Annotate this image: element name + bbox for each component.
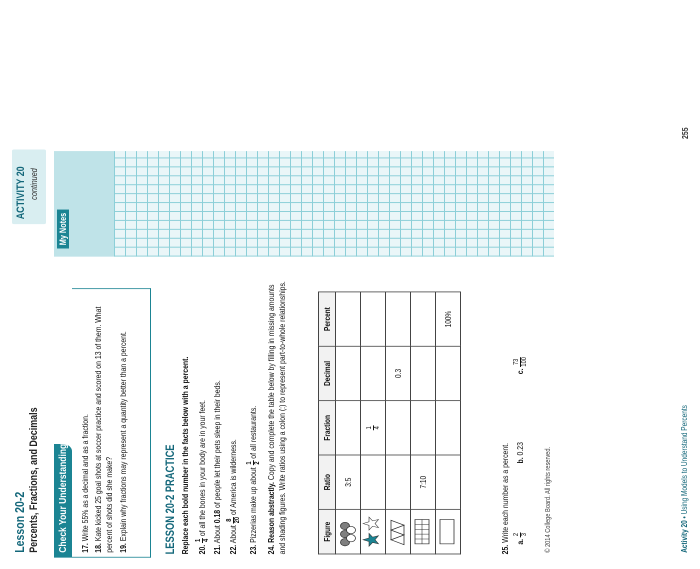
figure-cell	[361, 509, 386, 554]
table-row	[361, 292, 386, 554]
question-22: 22. About 8 20 of America is wilderness.	[226, 439, 241, 555]
percent-cell	[361, 292, 386, 346]
question-25: 25. Write each number as a percent.	[500, 442, 510, 555]
page-number: 255	[680, 127, 690, 139]
decimal-cell	[361, 346, 386, 400]
figure-cell	[436, 509, 461, 554]
copyright: © 2014 College Board. All rights reserved.	[545, 446, 552, 553]
decimal-cell	[411, 346, 436, 400]
notes-grid	[114, 151, 554, 256]
table-row	[336, 292, 361, 554]
q25-part-c: c. 73 100	[513, 357, 528, 375]
fraction-cell	[411, 401, 436, 455]
ratio-cell: 7:10	[411, 455, 436, 509]
header-ratio: Ratio	[319, 455, 336, 509]
decimal-cell	[436, 346, 461, 400]
q25-part-a: a. 2 3	[513, 532, 528, 545]
percent-cell: 100%	[436, 292, 461, 346]
figure-cell	[411, 509, 436, 554]
question-23: 23. Pizzerias make up about 1 2 of all restaurants.	[246, 405, 261, 555]
activity-continued: continued	[29, 168, 39, 200]
header-decimal: Decimal	[319, 346, 336, 400]
lesson-subtitle: Percents, Fractions, and Decimals	[28, 407, 40, 553]
header-fraction: Fraction	[319, 401, 336, 455]
fraction: 1 4	[195, 538, 210, 543]
question-19: 19. Explain why fractions may represent a quantity better than a percent.	[118, 331, 128, 553]
textbook-page	[0, 115, 700, 569]
ratio-cell	[386, 455, 411, 509]
ratio-table	[318, 292, 461, 555]
percent-cell	[386, 292, 411, 346]
triangles-figure	[388, 515, 406, 547]
practice-instruction: Replace each bold number in the facts below with a percent.	[180, 356, 190, 555]
table-header-row	[319, 292, 336, 554]
decimal-cell	[336, 346, 361, 400]
ratio-cell: 3:5	[336, 455, 361, 509]
stars-figure	[362, 515, 382, 547]
fraction: 1 4	[365, 426, 381, 430]
question-24: 24. Reason abstractly. Copy and complete the table below by filling in missing amounts and shading figures. Write ratios using a colon (:) to represent part-to-whole relationships.	[266, 281, 287, 555]
check-understanding-title: Check Your Understanding	[57, 443, 69, 553]
table-row	[386, 292, 411, 554]
footer-activity: Activity 20 • Using Models to Understand Percents	[680, 405, 689, 553]
question-18: 18. Kate kicked 25 goal shots at soccer practice and scored on 13 of them. What percent of shots did she make?	[93, 306, 114, 553]
rectangle-figure	[438, 515, 456, 547]
fraction: 8 20	[226, 516, 241, 524]
percent-cell	[336, 292, 361, 346]
table-row	[411, 292, 436, 554]
fraction: 2 3	[513, 532, 528, 537]
figure-cell	[386, 509, 411, 554]
decimal-cell: 0.3	[386, 346, 411, 400]
fraction-cell	[336, 401, 361, 455]
my-notes-label: My Notes	[57, 210, 69, 249]
fraction-cell	[386, 401, 411, 455]
ratio-cell	[361, 455, 386, 509]
activity-title: ACTIVITY 20	[15, 166, 27, 220]
fraction: 73 100	[513, 357, 528, 367]
fraction: 1 2	[246, 461, 261, 465]
fraction-cell	[436, 401, 461, 455]
circles-figure	[338, 515, 356, 547]
lesson-title: Lesson 20-2	[12, 491, 27, 553]
header-figure: Figure	[319, 509, 336, 554]
ratio-cell	[436, 455, 461, 509]
percent-cell	[411, 292, 436, 346]
header-percent: Percent	[319, 292, 336, 346]
fraction-cell	[361, 401, 386, 455]
question-20: 20. 1 4 of all the bones in your body are in your feet.	[195, 400, 210, 555]
grid-figure	[413, 515, 431, 547]
figure-cell	[336, 509, 361, 554]
q25-part-b: b. 0.23	[515, 442, 525, 464]
practice-title: LESSON 20-2 PRACTICE	[165, 444, 177, 555]
table-row	[436, 292, 461, 554]
question-21: 21. About 0.18 of people let their pets sleep in their beds.	[212, 380, 222, 555]
question-17: 17. Write 55% as a decimal and as a fraction.	[80, 414, 90, 553]
